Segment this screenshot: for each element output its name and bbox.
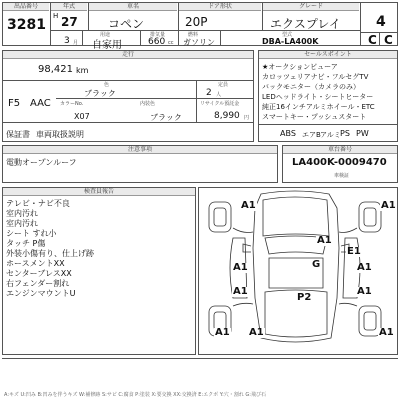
warranty-value: 保証書 [6,130,30,139]
color-code-value: X07 [74,112,90,121]
equipment-alloy: アルミ [320,131,341,139]
grade-value: エクスプレイ [270,17,341,31]
feature-line: 純正16インチアルミホイール・ETC [262,103,375,111]
inspector-line: エンジンマウントU [6,289,76,298]
mileage-unit: km [76,66,89,75]
damage-mark: A1 [241,200,256,211]
lot-number: 3281 [7,17,46,33]
interior-grade: C [368,33,377,47]
shift-value: F5 [8,98,21,109]
year-value: 27 [61,15,78,29]
displacement-value: 660 [148,37,166,47]
capacity-unit: 人 [216,92,222,98]
inspector-line: テレビ・ナビ不良 [6,199,70,208]
chassis-number: LA400K-0009470 [292,157,387,168]
capacity-label: 定員 [218,82,229,88]
recycle-label: リサイクル預託金 [200,101,240,107]
car-name: コペン [108,17,145,31]
car-body-outline [253,191,339,342]
interior-color-value: ブラック [150,113,182,122]
feature-line: バックモニター（カメラのみ） [262,83,360,91]
damage-mark: A1 [379,327,394,338]
interior-color-label: 内装色 [140,101,156,107]
remarks-text: 電動オープンルーフ [6,158,77,167]
color-value: ブラック [84,89,116,98]
feature-line: LEDヘッドライト・シートヒーター [262,93,374,101]
fuel-value: ガソリン [183,38,215,47]
recycle-unit: 円 [244,115,250,121]
damage-mark: P2 [297,292,312,303]
maker-label: 車名 [89,3,177,11]
inspector-line: 室内汚れ [6,209,38,218]
capacity-value: 2 [206,88,212,98]
door-label: ドア形状 [179,3,261,11]
inspection-months: 3 [64,36,70,46]
equipment-airbag: エアB [302,131,321,139]
damage-mark: A1 [215,327,230,338]
damage-mark: E1 [347,246,361,257]
inspector-line: 室内汚れ [6,219,38,228]
damage-mark: A1 [233,262,248,273]
footer-legend [4,391,396,399]
feature-line: カロッツェリアナビ・フルセグTV [262,73,369,81]
equipment-abs: ABS [280,129,296,138]
model-label: 型式 [282,32,293,38]
features-title: セールスポイント [259,51,397,59]
color-label: 色 [104,82,110,88]
damage-mark: A1 [381,200,396,211]
lot-label: 出品番号 [3,3,49,11]
wheel-front-left [209,202,231,232]
mileage-value: 98,421 [38,64,73,75]
cc-label: 排気量 [150,32,166,38]
inspector-label: 検査員報告 [3,188,195,196]
model-code: 20P [185,15,208,29]
equipment-ps: PS [340,129,350,138]
recycle-value: 8,990 [214,111,240,121]
chassis-note: 車検証 [334,173,350,179]
inspector-line: 右フェンダー割れ [6,279,70,288]
fuel-label: 燃料 [188,32,199,38]
mileage-label: 走行 [3,51,253,59]
damage-mark: G [312,259,321,270]
feature-line: ★オークションビューア [262,63,338,71]
usage-value: 自家用 [92,40,122,51]
model-value: DBA-LA400K [262,37,319,46]
score-value: 4 [376,14,386,30]
feature-line: スマートキー・プッシュスタート [262,113,367,121]
inspector-line: 外装小傷有り、仕上げ跡 [6,249,94,258]
era-label: H [53,12,59,20]
damage-mark: A1 [357,286,372,297]
manual-value: 車両取扱説明 [36,130,84,139]
displacement-unit: cc [168,40,174,46]
damage-mark: A1 [317,235,332,246]
ac-value: AAC [30,98,51,109]
inspector-line: ホースメントXX [6,259,65,268]
damage-mark: A1 [233,286,248,297]
year-label: 年式 [51,3,87,11]
footer-legend-text: A:キズ U:凹み B:凹みを伴うキズ W:補修跡 S:サビ C:腐食 P:塗装 X:要交換 XX:交換済 E:エクボ Y:穴・割れ G:飛び石 [4,392,266,398]
inspector-line: タッチ P傷 [6,239,46,248]
damage-mark: A1 [249,327,264,338]
grade-label: グレード [263,3,359,11]
chassis-label: 車台番号 [283,146,397,154]
damage-mark: A1 [357,262,372,273]
inspector-line: シート すれ小 [6,229,57,238]
remarks-label: 注意事項 [3,146,277,154]
inspection-unit: 月 [73,40,79,46]
exterior-grade: C [384,33,393,47]
wheel-front-right [359,202,381,232]
inspector-line: センターブレスXX [6,269,72,278]
color-code-label: カラーNo. [60,101,84,107]
usage-label: 用途 [100,32,111,38]
equipment-pw: PW [356,129,369,138]
